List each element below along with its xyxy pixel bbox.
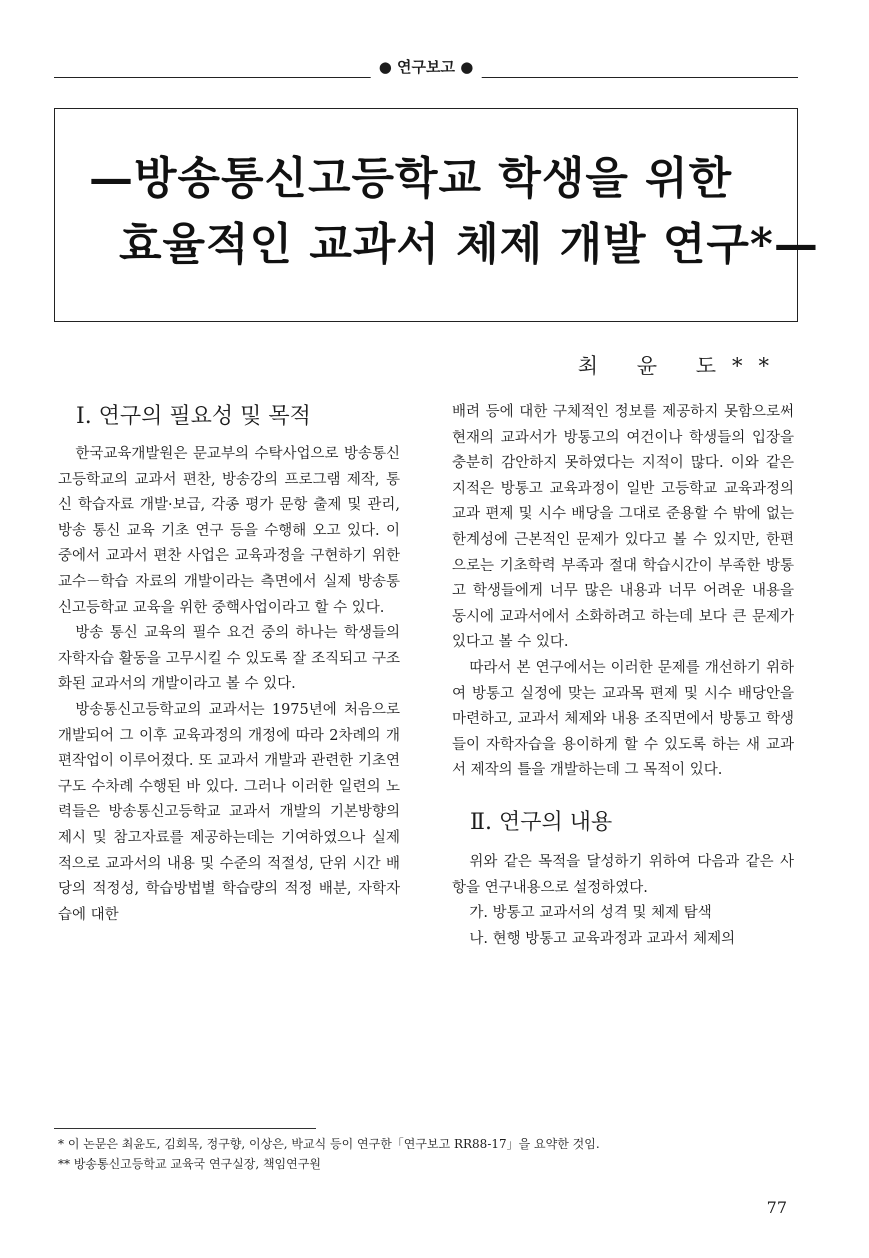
section-tag: ● 연구보고 ● (371, 56, 482, 78)
footnotes (58, 1134, 798, 1174)
body-paragraph: 위와 같은 목적을 달성하기 위하여 다음과 같은 사항을 연구내용으로 설정하였다. (452, 853, 794, 896)
page-header (54, 56, 798, 80)
body-paragraph: 배려 등에 대한 구체적인 정보를 제공하지 못함으로써 현재의 교과서가 방통고의 여건이나 학생들의 입장을 충분히 감안하지 못하였다는 지적이 많다. 이와 같은 지적은 방통고 교육과정이 일반 고등학교 교육과정의 교과 편제 및 시수 배당을 그대로 준용할 수 밖에 없는 한계성에 근본적인 문제가 있다고 볼 수 있지만, 한편으로는 기초학력 부족과 절대 학습시간이 부족한 방통고 학생들에게 너무 많은 내용과 너무 어려운 내용을 동시에 교과서에서 소화하려고 하는데 보다 큰 문제가 있다고 볼 수 있다. (452, 404, 794, 651)
title-line-2: 효율적인 교과서 체제 개발 연구*— (119, 219, 819, 270)
right-column (452, 400, 794, 952)
body-paragraph: 따라서 본 연구에서는 이러한 문제를 개선하기 위하여 방통고 실정에 맞는 교과목 편제 및 시수 배당안을 마련하고, 교과서 체제와 내용 조직면에서 방통고 학생들이 자학자습을 용이하게 할 수 있도록 하는 새 교과서 제작의 틀을 개발하는데 그 목적이 있다. (452, 659, 794, 779)
section-heading-2: Ⅱ. 연구의 내용 (470, 809, 613, 835)
footnote: ** 방송통신고등학교 교육국 연구실장, 책임연구원 (58, 1157, 321, 1171)
footnote-divider (54, 1128, 316, 1129)
author-name: 최 윤 도** (577, 354, 785, 378)
body-paragraph: 방송통신고등학교의 교과서는 1975년에 처음으로 개발되어 그 이후 교육과정의 개정에 따라 2차례의 개편작업이 이루어졌다. 또 교과서 개발과 관련한 기초연구도 수차례 수행된 바 있다. 그러나 이러한 일련의 노력들은 방송통신고등학교 교과서 개발의 기본방향의 제시 및 참고자료를 제공하는데는 기여하였으나 실제적으로 교과서의 내용 및 수준의 적절성, 단위 시간 배당의 적정성, 학습방법별 학습량의 적정 배분, 자학자습에 대한 (58, 701, 400, 923)
body-paragraph: 한국교육개발원은 문교부의 수탁사업으로 방송통신고등학교의 교과서 편찬, 방송강의 프로그램 제작, 통신 학습자료 개발·보급, 각종 평가 문항 출제 및 관리, 방송 통신 교육 기초 연구 등을 수행해 오고 있다. 이 중에서 교과서 편찬 사업은 교육과정을 구현하기 위한 교수－학습 자료의 개발이라는 측면에서 실제 방송통신고등학교 교육을 위한 중핵사업이라고 할 수 있다. (58, 446, 400, 616)
title-box (54, 108, 819, 322)
section-heading-1: Ⅰ. 연구의 필요성 및 목적 (76, 404, 311, 429)
list-item: 나. 현행 방통고 교육과정과 교과서 체제의 (469, 930, 736, 947)
page-number: 77 (766, 1198, 787, 1217)
title-line-1: —방송통신고등학교 학생을 위한 (89, 153, 733, 204)
body-paragraph: 방송 통신 교육의 필수 요건 중의 하나는 학생들의 자학자습 활동을 고무시킬 수 있도록 잘 조직되고 구조화된 교과서의 개발이라고 볼 수 있다. (58, 625, 400, 693)
left-column (58, 400, 400, 928)
footnote: * 이 논문은 최윤도, 김회목, 정구향, 이상은, 박교식 등이 연구한「연구보고 RR88-17」을 요약한 것임. (58, 1137, 600, 1151)
list-item: 가. 방통고 교과서의 성격 및 체제 탐색 (469, 905, 712, 922)
